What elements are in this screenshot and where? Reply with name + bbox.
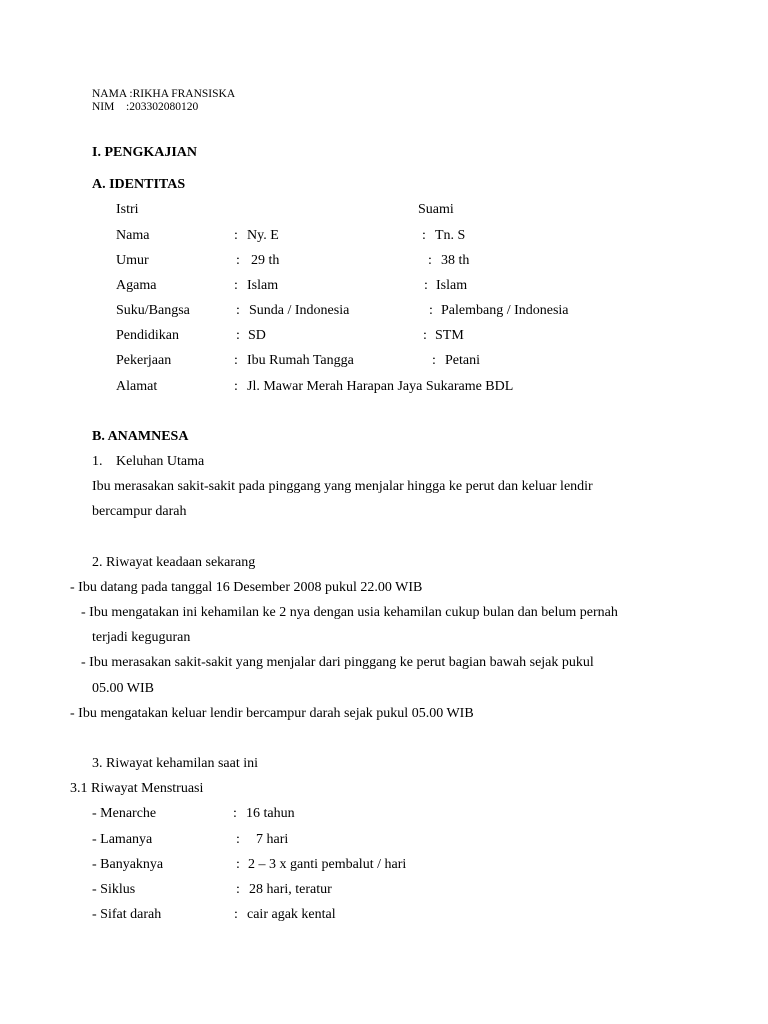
- identity-istri-value: Sunda / Indonesia: [249, 303, 350, 318]
- riwayat-item: - Ibu mengatakan keluar lendir bercampur darah sejak pukul 05.00 WIB: [70, 706, 474, 721]
- colon: :: [424, 278, 428, 293]
- menstruasi-label: - Siklus: [92, 882, 136, 897]
- menstruasi-label: - Lamanya: [92, 832, 153, 847]
- identity-label: Suku/Bangsa: [116, 303, 190, 318]
- colon: :: [429, 303, 433, 318]
- colon: :: [428, 253, 432, 268]
- colon: :: [234, 907, 238, 922]
- riwayat-item-continued: 05.00 WIB: [92, 681, 154, 696]
- identity-istri-value: Islam: [247, 278, 279, 293]
- identity-suami-value: Petani: [445, 353, 480, 368]
- menstruasi-title: 3.1 Riwayat Menstruasi: [70, 781, 204, 796]
- menstruasi-value: 2 – 3 x ganti pembalut / hari: [248, 857, 407, 872]
- keluhan-text: Ibu merasakan sakit-sakit pada pinggang yang menjalar hingga ke perut dan keluar lendir: [92, 479, 593, 494]
- keluhan-number: 1.: [92, 454, 103, 469]
- riwayat-item-continued: terjadi keguguran: [92, 630, 191, 645]
- identity-istri-value: Jl. Mawar Merah Harapan Jaya Sukarame BDL: [247, 379, 514, 394]
- colon: :: [234, 278, 238, 293]
- identity-suami-value: STM: [435, 328, 464, 343]
- identity-label: Pendidikan: [116, 328, 179, 343]
- colon: :: [234, 353, 238, 368]
- student-name-line: [92, 88, 235, 101]
- colon: :: [236, 832, 240, 847]
- colon: :: [233, 806, 237, 821]
- colon: :: [234, 228, 238, 243]
- colon: :: [236, 857, 240, 872]
- identity-label: Umur: [116, 253, 149, 268]
- colon: :: [432, 353, 436, 368]
- column-header-suami: Suami: [418, 202, 454, 217]
- colon: :: [236, 303, 240, 318]
- menstruasi-label: - Banyaknya: [92, 857, 164, 872]
- section-title-pengkajian: I. PENGKAJIAN: [92, 145, 198, 160]
- identity-suami-value: Palembang / Indonesia: [441, 303, 569, 318]
- keluhan-title: Keluhan Utama: [116, 454, 205, 469]
- colon: :: [234, 379, 238, 394]
- identity-istri-value: SD: [248, 328, 266, 343]
- keluhan-text: bercampur darah: [92, 504, 187, 519]
- riwayat-title: 2. Riwayat keadaan sekarang: [92, 555, 256, 570]
- identity-label: Alamat: [116, 379, 158, 394]
- kehamilan-title: 3. Riwayat kehamilan saat ini: [92, 756, 259, 771]
- menstruasi-value: 7 hari: [256, 832, 289, 847]
- riwayat-item: - Ibu datang pada tanggal 16 Desember 2008 pukul 22.00 WIB: [70, 580, 423, 595]
- identity-istri-value: 29 th: [251, 253, 280, 268]
- identity-label: Pekerjaan: [116, 353, 172, 368]
- colon: :: [236, 882, 240, 897]
- identity-suami-value: 38 th: [441, 253, 470, 268]
- identity-istri-value: Ibu Rumah Tangga: [247, 353, 354, 368]
- menstruasi-label: - Sifat darah: [92, 907, 162, 922]
- name-value: RIKHA FRANSISKA: [132, 88, 236, 100]
- identitas-title: A. IDENTITAS: [92, 177, 186, 192]
- menstruasi-value: 16 tahun: [246, 806, 295, 821]
- anamnesa-title: B. ANAMNESA: [92, 429, 189, 444]
- nim-label: NIM: [92, 101, 115, 113]
- riwayat-item: - Ibu merasakan sakit-sakit yang menjalar dari pinggang ke perut bagian bawah sejak pukul: [81, 655, 594, 670]
- colon: :: [423, 328, 427, 343]
- name-label: NAMA :: [92, 88, 133, 100]
- identity-label: Agama: [116, 278, 157, 293]
- identity-suami-value: Islam: [436, 278, 468, 293]
- column-header-istri: Istri: [116, 202, 139, 217]
- colon: :: [236, 253, 240, 268]
- menstruasi-value: 28 hari, teratur: [249, 882, 332, 897]
- riwayat-item: - Ibu mengatakan ini kehamilan ke 2 nya dengan usia kehamilan cukup bulan dan belum pernah: [81, 605, 618, 620]
- colon: :: [422, 228, 426, 243]
- menstruasi-label: - Menarche: [92, 806, 157, 821]
- identity-label: Nama: [116, 228, 150, 243]
- identity-suami-value: Tn. S: [435, 228, 466, 243]
- menstruasi-value: cair agak kental: [247, 907, 336, 922]
- colon: :: [236, 328, 240, 343]
- nim-value: :203302080120: [126, 101, 199, 113]
- identity-istri-value: Ny. E: [247, 228, 279, 243]
